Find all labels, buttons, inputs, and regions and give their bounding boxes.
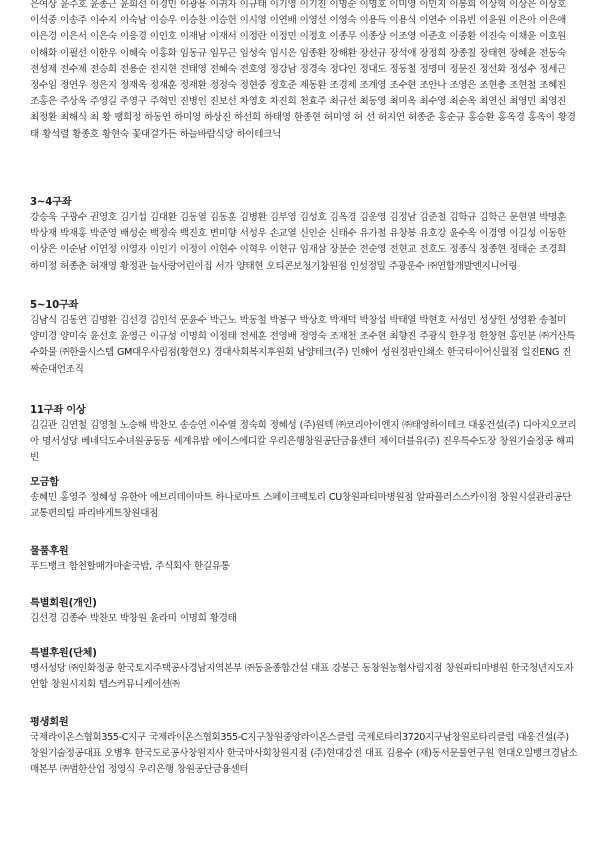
section-heading-special-individual: 특별회원(개인) <box>30 598 97 609</box>
donor-names-donation-box: 송혜민 홍영주 정혜성 유한아 에브리데이마트 하나로마트 스페이크팩토리 CU창원파티마병원점 알파플러스스카이점 창원시설관리공단교통편의팀 파리바게트창원대점 <box>30 492 572 520</box>
section-heading-donation-box: 모금함 <box>30 477 59 488</box>
donor-section-3-4 <box>30 193 578 275</box>
donor-names-goods: 푸드뱅크 합천할매가마솥국밥, 주식회사 한길유통 <box>30 561 230 572</box>
donor-names-special-individual: 김선경 김종수 박찬모 박창원 윤라미 이명희 황경태 <box>30 613 237 624</box>
section-heading-goods: 물품후원 <box>30 546 69 557</box>
donor-section-lifetime <box>30 713 578 779</box>
section-heading-11-plus: 11구좌 이상 <box>30 405 86 416</box>
donor-names-special-group: 명서성당 ㈜인화정공 한국토지주택공사경남지역본부 ㈜동윤종합건설 대표 강봉근 동창원농협사림지점 창원파티마병원 한국청년지도자연합 창원시지회 텝스커뮤니케이션㈜ <box>30 663 574 691</box>
donor-names-top: 은여상 윤주호 윤종근 윤희선 이경민 이광용 이귀자 이규태 이기영 이기진 이명순 이명호 이미영 이민지 이봉희 이상혁 이상은 이상호 이석중 이송주 이수지 이숙남 이승우 이승찬 이승헌 이시영 이연배 이영선 이영숙 이용득 이용식 이연수 이유빈 이윤원 이은아 이은애 이은경 이은서 이은숙 이응경 이인호 이재남 이재서 이정란 이정민 이정호 이종무 이종상 이조영 이준호 이중환 이진숙 이채윤 이호원 이해화 이필선 이한우 이혜숙 이홍화 임동규 임무근 임성숙 임시은 임종환 장해환 장선규 장석애 장정희 장종칠 장태현 장혜윤 전동숙 전성제 전수제 전승희 전용순 전지현 전태영 전혜숙 전호영 정강남 정경숙 정다인 정대도 정동철 정명미 정문진 정선화 정성수 정세근 정수임 정연우 정은지 정재옥 정재훈 정재환 정정숙 정현중 정호준 제동환 조경제 조계영 조수현 조안나 조영은 조현총 조현철 조혜진 조홍은 주상옥 주영길 주영구 주혁민 진병인 진보선 차영호 차진희 천효주 최규선 최동영 최미옥 최수영 최순옥 최연신 최영민 최영진 최정환 최해식 최 황 팽희정 하동연 하미영 하상진 하선희 하태영 한종현 허미영 허 선 허지연 허종준 홍순규 홍승환 홍옥경 홍옥이 황경태 황석렬 황종호 황현숙 꽃대걸가든 하늘바람식당 하이테크닉 <box>30 0 576 140</box>
donor-names-5-10: 김남식 김동연 김명환 김선경 김인석 문윤수 박근노 박동철 박봉구 박상호 박재덕 박창섭 박태열 박현호 서성민 성상헌 성영환 송철미 양미경 양미숙 윤선호 윤영근 이규성 이명희 이정태 전세훈 전영배 정영숙 조재천 조수현 최향진 주광식 한우정 한창현 홍인분 ㈜거산특수화물 ㈜한울시스템 GM대우사림점(황현오) 경대사회복지후원회 남양테크(주) 민해어 성원정판인쇄소 한국타이어신월점 일진ENG 진짜순대언조직 <box>30 315 576 375</box>
section-heading-3-4: 3~4구좌 <box>30 197 72 208</box>
donor-section-goods <box>30 542 578 575</box>
donor-section-top <box>30 0 578 143</box>
section-heading-lifetime: 평생회원 <box>30 717 69 728</box>
donor-names-lifetime: 국제라이온스협회355-C지구 국제라이온스협회355-C지구창원중앙라이온스클럽 국제로타리3720지구남창원로타리클럽 대웅건설(주) 창원기술정공대표 오병후 한국도로공사창원지사 한국마사회창원지점 (주)현대강전 대표 김용수 (재)동서문물연구원 현대오일뱅크경남소매본부 ㈜범한산업 정영식 우리은행 창원공단금융센터 <box>30 732 578 776</box>
donor-section-donation-box <box>30 473 578 522</box>
donor-section-special-individual <box>30 594 578 627</box>
section-heading-5-10: 5~10구좌 <box>30 300 79 311</box>
donor-section-special-group <box>30 644 578 693</box>
donor-section-5-10 <box>30 296 578 378</box>
donor-section-11-plus <box>30 401 578 467</box>
section-heading-special-group: 특별후원(단체) <box>30 648 97 659</box>
donor-names-11-plus: 김길관 김연철 김영철 노승해 박찬모 송승연 이수열 정숙희 정혜성 (주)원텍 ㈜코리아이엔지 ㈜태영하이테크 대웅건설(주) 디아지오코리아 명서성당 베네딕도수녀원공동동 세계유밥 에이스에디칼 우리은행창원공단금융센터 제이더블유(주) 진우특수도장 창원기술정공 해피빈 <box>30 420 577 464</box>
donor-names-3-4: 강승욱 구광수 권영호 김기섭 김대환 김동열 김동훈 김병환 김부영 김성호 김옥경 김운영 김정남 김준철 김학규 김학근 문현열 박명훈 박상재 박재홍 박준영 배성순 백정숙 백진호 변미향 서성우 손교열 신인순 신태수 유가철 유창봉 유호강 윤수옥 이경영 이길성 이동한 이상은 이순남 이연정 이영자 이인기 이정이 이현수 이혁우 이현규 임재삼 장분순 전순영 전현교 전호도 정종식 정종현 정태순 조경희 하미정 허종춘 허재영 황정관 늘사랑어린이집 서가 양태현 오티콘보청기창원점 인성정밀 주광운수 ㈜연합개발엔지니어링 <box>30 212 566 272</box>
